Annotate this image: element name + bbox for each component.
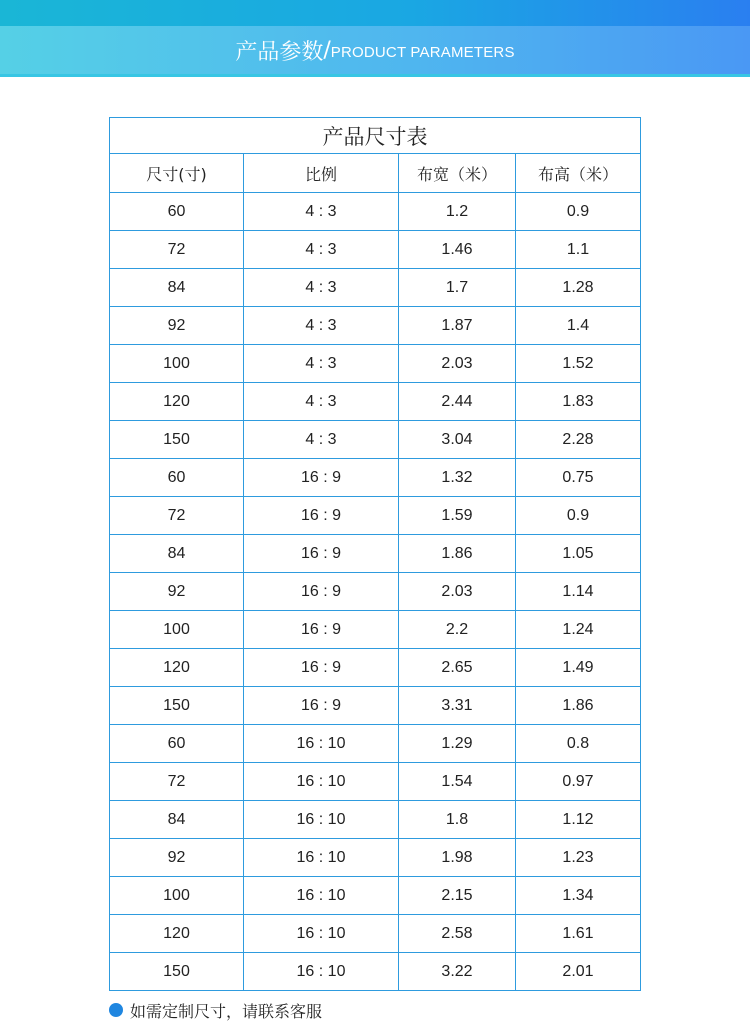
cell-height: 0.97 <box>516 763 641 801</box>
cell-size: 92 <box>110 839 244 877</box>
cell-size: 60 <box>110 725 244 763</box>
header-width: 布宽（米） <box>399 154 516 193</box>
cell-width: 1.7 <box>399 269 516 307</box>
cell-size: 100 <box>110 877 244 915</box>
cell-size: 150 <box>110 421 244 459</box>
cell-ratio: 4 : 3 <box>244 269 399 307</box>
cell-width: 1.2 <box>399 193 516 231</box>
cell-height: 0.9 <box>516 497 641 535</box>
cell-width: 1.98 <box>399 839 516 877</box>
cell-height: 1.4 <box>516 307 641 345</box>
cell-ratio: 4 : 3 <box>244 383 399 421</box>
table-title: 产品尺寸表 <box>110 118 641 154</box>
cell-size: 84 <box>110 535 244 573</box>
table-row <box>110 345 641 383</box>
cell-ratio: 16 : 10 <box>244 953 399 991</box>
header-size: 尺寸(寸) <box>110 154 244 193</box>
cell-height: 1.12 <box>516 801 641 839</box>
header-ratio: 比例 <box>244 154 399 193</box>
cell-width: 1.8 <box>399 801 516 839</box>
section-banner <box>0 26 750 74</box>
cell-height: 1.24 <box>516 611 641 649</box>
table-row <box>110 459 641 497</box>
banner-title-cn: 产品参数 <box>235 39 324 65</box>
cell-ratio: 16 : 10 <box>244 725 399 763</box>
cell-width: 3.04 <box>399 421 516 459</box>
cell-size: 92 <box>110 307 244 345</box>
cell-height: 0.75 <box>516 459 641 497</box>
table-row <box>110 763 641 801</box>
banner-top-strip <box>0 0 750 26</box>
cell-width: 1.59 <box>399 497 516 535</box>
cell-width: 1.32 <box>399 459 516 497</box>
cell-height: 1.49 <box>516 649 641 687</box>
cell-size: 120 <box>110 383 244 421</box>
cell-size: 120 <box>110 915 244 953</box>
cell-width: 1.86 <box>399 535 516 573</box>
cell-width: 2.44 <box>399 383 516 421</box>
table-row <box>110 953 641 991</box>
cell-width: 2.03 <box>399 573 516 611</box>
cell-ratio: 16 : 9 <box>244 611 399 649</box>
cell-size: 60 <box>110 193 244 231</box>
table-row <box>110 611 641 649</box>
cell-ratio: 16 : 9 <box>244 573 399 611</box>
cell-ratio: 4 : 3 <box>244 345 399 383</box>
cell-width: 1.87 <box>399 307 516 345</box>
cell-width: 1.29 <box>399 725 516 763</box>
table-row <box>110 269 641 307</box>
cell-width: 1.46 <box>399 231 516 269</box>
cell-height: 2.01 <box>516 953 641 991</box>
cell-width: 2.2 <box>399 611 516 649</box>
cell-size: 72 <box>110 231 244 269</box>
header-height: 布高（米） <box>516 154 641 193</box>
cell-ratio: 16 : 10 <box>244 763 399 801</box>
cell-height: 1.52 <box>516 345 641 383</box>
table-body <box>110 193 641 991</box>
banner-title-en: PRODUCT PARAMETERS <box>330 43 515 61</box>
cell-width: 2.03 <box>399 345 516 383</box>
cell-size: 100 <box>110 345 244 383</box>
cell-height: 1.14 <box>516 573 641 611</box>
cell-size: 72 <box>110 763 244 801</box>
table-header-row <box>110 154 641 193</box>
cell-size: 150 <box>110 953 244 991</box>
cell-width: 1.54 <box>399 763 516 801</box>
cell-height: 1.05 <box>516 535 641 573</box>
cell-size: 150 <box>110 687 244 725</box>
table-row <box>110 725 641 763</box>
cell-size: 84 <box>110 269 244 307</box>
table-row <box>110 497 641 535</box>
cell-height: 0.9 <box>516 193 641 231</box>
cell-ratio: 4 : 3 <box>244 231 399 269</box>
table-row <box>110 649 641 687</box>
cell-width: 2.58 <box>399 915 516 953</box>
cell-height: 1.83 <box>516 383 641 421</box>
size-table <box>109 117 641 991</box>
banner-underline <box>0 74 750 77</box>
table-row <box>110 687 641 725</box>
cell-size: 120 <box>110 649 244 687</box>
cell-ratio: 16 : 9 <box>244 497 399 535</box>
cell-size: 84 <box>110 801 244 839</box>
table-row <box>110 801 641 839</box>
cell-height: 1.23 <box>516 839 641 877</box>
cell-size: 92 <box>110 573 244 611</box>
cell-ratio: 16 : 10 <box>244 877 399 915</box>
table-row <box>110 535 641 573</box>
cell-ratio: 4 : 3 <box>244 307 399 345</box>
cell-ratio: 16 : 9 <box>244 535 399 573</box>
table-row <box>110 877 641 915</box>
size-table-container <box>109 117 640 991</box>
cell-ratio: 16 : 9 <box>244 687 399 725</box>
cell-size: 60 <box>110 459 244 497</box>
cell-height: 1.86 <box>516 687 641 725</box>
note-text: 如需定制尺寸，请联系客服 <box>130 1001 323 1021</box>
cell-height: 1.1 <box>516 231 641 269</box>
cell-size: 100 <box>110 611 244 649</box>
table-row <box>110 231 641 269</box>
table-row <box>110 193 641 231</box>
cell-height: 1.61 <box>516 915 641 953</box>
table-row <box>110 307 641 345</box>
cell-ratio: 16 : 10 <box>244 801 399 839</box>
cell-width: 2.15 <box>399 877 516 915</box>
cell-ratio: 4 : 3 <box>244 193 399 231</box>
table-row <box>110 915 641 953</box>
banner-separator: / <box>323 37 331 63</box>
blue-dot-icon <box>109 1003 123 1017</box>
custom-size-note <box>109 1000 322 1020</box>
table-row <box>110 383 641 421</box>
table-row <box>110 421 641 459</box>
cell-ratio: 16 : 9 <box>244 459 399 497</box>
cell-width: 3.31 <box>399 687 516 725</box>
cell-height: 2.28 <box>516 421 641 459</box>
table-row <box>110 573 641 611</box>
cell-height: 1.28 <box>516 269 641 307</box>
cell-size: 72 <box>110 497 244 535</box>
table-row <box>110 839 641 877</box>
cell-height: 0.8 <box>516 725 641 763</box>
cell-height: 1.34 <box>516 877 641 915</box>
cell-ratio: 16 : 10 <box>244 915 399 953</box>
cell-ratio: 4 : 3 <box>244 421 399 459</box>
cell-ratio: 16 : 10 <box>244 839 399 877</box>
cell-ratio: 16 : 9 <box>244 649 399 687</box>
cell-width: 3.22 <box>399 953 516 991</box>
cell-width: 2.65 <box>399 649 516 687</box>
